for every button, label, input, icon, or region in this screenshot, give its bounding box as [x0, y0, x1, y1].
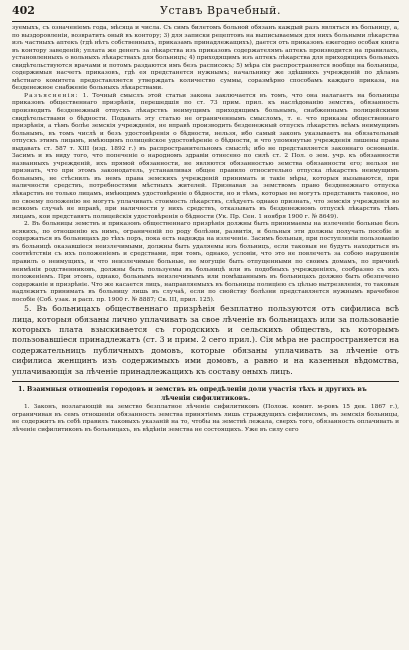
- page-header: [12, 4, 399, 20]
- clarification-2-paragraph: 2. Въ больницы земствъ и приказовъ общественнаго призрѣнія должны быть принимаемы на излеченіе больные безъ всякихъ, по отношенію къ нимъ, ограниченій по роду болѣзни, развитія, и больныя эти должны получать пособіе и содержаться въ больницахъ до тѣхъ поръ, пока есть надежда на излеченіе. Засимъ больныя, при поступленіи пользованію въ больницѣ оказавшіеся неизлечимыми, должны быть удаляемы изъ больницъ, если таковыя не будутъ находиться въ соотвѣтствіи съ ихъ положеніемъ и средствами, при томъ, однако, условіи, что это не повлечетъ за собою нарушенія правилъ о неимущихъ, и что неизлечимые больные, не могущіе быть отпущенными по своимъ домамъ, по причинѣ неимѣнія родственниковъ, должны быть пользуемы въ больницѣ или въ подобныхъ учрежденіяхъ, сообразно съ ихъ положеніемъ. При этомъ, однако, больнымъ неизлечимымъ или помѣшаннымъ въ больницахъ должно быть обезпечено содержаніе и призрѣніе. Что же касается лицъ, направляемыхъ въ больницы полиціею съ цѣлью вытрезвленія, то таковыя надлежитъ принимать въ больницу лишь въ случаѣ, если по свойству болѣзни представляется нужнымъ врачебное пособіе (Соб. узак. и расп. пр. 1900 г. № 8887; Св. III, прил. 125).: [12, 221, 399, 303]
- section-body: [12, 404, 399, 434]
- page-number: 402: [12, 4, 35, 17]
- paragraph-continuation: зуемыхъ, съ означеніемъ года, мѣсяца и числа. Съ симъ билетомъ больной обязанъ каждый разъ являться въ больницу, а, по выздоровленіи, возвратить оный въ контору; 3) для записки рецептовъ на выписываемыя для нихъ больными лѣкарства изъ частныхъ аптекъ (гдѣ нѣтъ собственныхъ, приказамъ принадлежащихъ), дается отъ приказовъ ежегодно особая книга въ контору заведеній; уплата же денегъ за лѣкарства изъ приказовъ содержателямъ аптекъ производится на правилахъ, установленныхъ о вольныхъ лѣкарствахъ для больницъ; 4) приходящимъ изъ аптекъ лѣкарства для приходящихъ больныхъ свидѣтельствуются врачами и потомъ раздаются имъ безъ расписокъ; 5) мѣра сія распространяется вообще на больницы, содержимыя насчетъ приказовъ, гдѣ ея предстанется нужнымъ; начальнику же здѣшнихъ учрежденій по дѣламъ мѣстнаго комитета предоставляется утверждать количество суммы, соразмѣрно способамъ каждаго приказа, на безденежное снабженіе больныхъ лѣкарствами.: [12, 25, 399, 92]
- section-subheading: лѣченіи сифилитиковъ.: [160, 393, 251, 402]
- section-paragraph-1: 1. Законъ, возлагающій на земство безплатное лѣченіе сифилитиковъ (Полож. комит. м-ровъ 15 дек. 1867 г.), ограничивая въ семъ отношеніи обязанность земства принятіемъ лишь страждущихъ сифилисомъ, въ земскія больницы, не содержитъ въ себѣ правилъ таковыхъ указаній на то, чтобы на земствѣ лежала, сверхъ того, обязанность оплачивать и лѣченіе сифилитиковъ въ больницахъ, въ вѣдѣніи земства не состоящихъ. Уже въ силу сего: [12, 404, 399, 433]
- clarifications-label: Разъясненія:: [24, 92, 79, 99]
- header-rule: [12, 21, 399, 22]
- clarifications-paragraph: [12, 93, 399, 221]
- small-print-block: [12, 25, 399, 304]
- section-rule: [12, 381, 399, 382]
- article-5-paragraph: 5. Въ больницахъ общественнаго призрѣнія безплатно пользуются отъ сифилиса всѣ лица, которыя обязаны лично уплачивать за свое лѣченіе въ больницахъ или за пользованіе которыхъ плата взыскивается съ городскихъ и сельскихъ обществъ, къ которымъ пользовавшіеся принадлежатъ (ст. 3 и прим. 2 сего прил.). Сія мѣра не распространяется на содержательницъ публичныхъ домовъ, которые обязаны уплачивать за лѣченіе отъ сифилиса женщинъ изъ содержимыхъ ими домовъ, а равно и на казенныя вѣдомства, уплачивающія за лѣченіе принадлежащихъ къ составу оныхъ лицъ.: [12, 304, 399, 376]
- article-block: [12, 304, 399, 377]
- section-heading: 1. Взаимныя отношенія городовъ и земствъ въ опредѣленіи доли участія тѣхъ и другихъ въ: [18, 385, 367, 394]
- clarification-1-text: 1. Точный смыслъ этой статьи закона заключается въ томъ, что она налагаетъ на больницы приказовъ общественнаго призрѣнія, перешедшія по ст. 73 прим. прил. къ наслѣдованію земствъ, обязанность производить безденежный отпускъ лѣкарствъ неимущимъ приходящимъ больнымъ, снабженнымъ полицейскими свидѣтельствами о бѣдности. Подавать эту статью не ограниченнымъ смысломъ, т. е. что приказы общественнаго призрѣнія, а тѣмъ болѣе земскія учрежденія, не вправѣ производить безденежный отпускъ лѣкарствъ всѣмъ неимущимъ больнымъ, въ томъ числѣ и безъ удостовѣренія о бѣдности, нельзя, ибо самый законъ указываетъ на обязательный отпускъ этимъ лицамъ, имѣющимъ полицейское удостовѣреніе о бѣдности, и что упомянутые учрежденія лишены права выдавать ст. 587 т. XIII (изд. 1892 г.) въ распространительномъ смыслѣ; ибо не представляется законнаго основанія. Засимъ и въ виду того, что попеченіе о народномъ здравіи отнесено по силѣ ст. 2 Пол. о зем. учр. къ обязанности названныхъ учрежденій, ихъ прямой обязанности, не являются обязанностью земства обязанности его; нельзя не признать, что при этомъ законодатель, устанавливая общее правило относительно отпуска лѣкарствъ неимущимъ больнымъ, не стѣснилъ въ немъ права земскихъ учрежденій принимать и такіе мѣры, которыя вызываются, при наличности средствъ, потребностями мѣстныхъ жителей. Признавая за земствомъ право безденежнаго отпуска лѣкарствъ не только лицамъ, имѣющимъ удостовѣреніе о бѣдности, но и тѣмъ, которые не могутъ представить таковое, но по своему положенію не могутъ уплачивать стоимость лѣкарствъ, слѣдуетъ однако признать, что земскія учрежденія во всякомъ случаѣ не вправѣ, при наличности у нихъ средствъ, отказывать въ безденежномъ отпускѣ лѣкарствъ тѣмъ лицамъ, кои представятъ полицейскія удостовѣренія о бѣдности (Ук. Пр. Сен. 1 ноября 1900 г. № 8649).: [12, 92, 400, 220]
- running-title: Уставъ Врачебный.: [160, 4, 281, 17]
